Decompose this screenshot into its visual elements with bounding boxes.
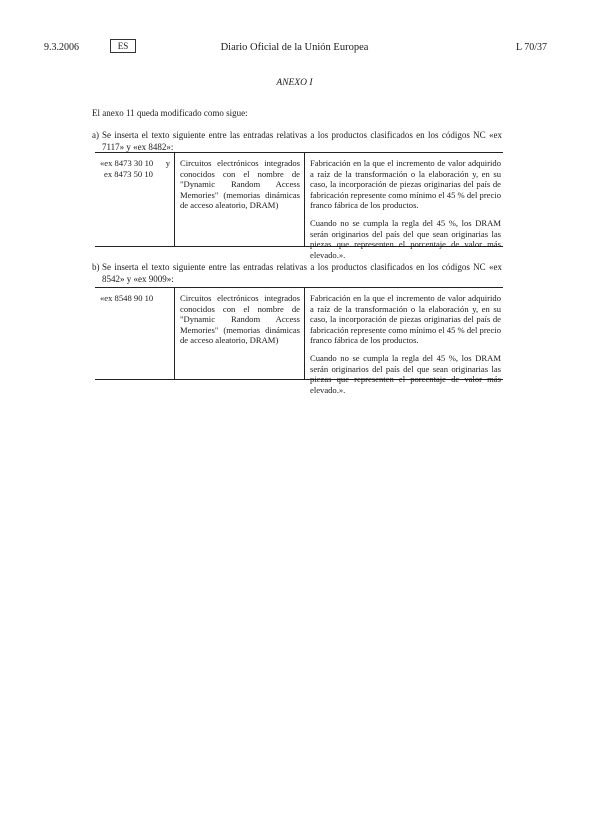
table-a-rule-2: Cuando no se cumpla la regla del 45 %, los DRAM serán originarios del país del que sean originarias las piezas que representen el porcentaje de valor más elevado.». [310,217,501,260]
table-b-rule-cell [305,288,503,395]
intro-text: El anexo 11 queda modificado como sigue: [92,108,248,118]
table-a-codes-cell [95,153,175,246]
table-b-code-1: «ex 8548 90 10 [100,293,154,303]
table-a [95,152,503,260]
table-b-rule-2: Cuando no se cumpla la regla del 45 %, los DRAM serán originarios del país del que sean originarias las piezas que representen el porcentaje de valor más elevado.». [310,352,501,395]
paragraph-a-text: Se inserta el texto siguiente entre las entradas relativas a los productos clasificados en los códigos NC «ex 7117» y «ex 8482»: [102,130,502,152]
table-b-codes-cell [95,288,175,379]
header-journal-title: Diario Oficial de la Unión Europea [220,42,369,53]
table-b-rule-1: Fabricación en la que el incremento de valor adquirido a raíz de la transformación o la elaboración y, en su caso, la incorporación de piezas originarias del país de fabricación represente como mínimo el 45 % del precio franco fábrica de los productos. [310,293,501,346]
table-b [95,287,503,395]
table-a-code-conjunction: y [165,158,170,168]
table-a-rule-1: Fabricación en la que el incremento de valor adquirido a raíz de la transformación o la elaboración y, en su caso, la incorporación de piezas originarias del país de fabricación represente como mínimo el 45 % del precio franco fábrica de los productos. [310,158,501,211]
header-language-box: ES [110,39,136,53]
table-a-rule-cell [305,153,503,260]
header-page-number: L 70/37 [515,42,547,53]
table-a-code-2: ex 8473 50 10 [104,168,153,179]
paragraph-b-text: Se inserta el texto siguiente entre las entradas relativas a los productos clasificados en los códigos NC «ex 8542» y «ex 9009»: [102,262,502,284]
header-date: 9.3.2006 [44,42,79,53]
table-a-code-1: «ex 8473 30 10 [100,158,154,168]
table-b-description-cell: Circuitos electrónicos integrados conocidos con el nombre de "Dynamic Random Access Memories" (memorias dinámicas de acceso aleatorio, DRAM) [175,288,305,379]
annex-title: ANEXO I [276,78,313,88]
paragraph-b-label: b) [92,262,100,272]
paragraph-a [92,130,502,153]
table-a-description-cell: Circuitos electrónicos integrados conocidos con el nombre de "Dynamic Random Access Memories" (memorias dinámicas de acceso aleatorio, DRAM) [175,153,305,246]
paragraph-a-label: a) [92,130,99,140]
paragraph-b [92,262,502,285]
